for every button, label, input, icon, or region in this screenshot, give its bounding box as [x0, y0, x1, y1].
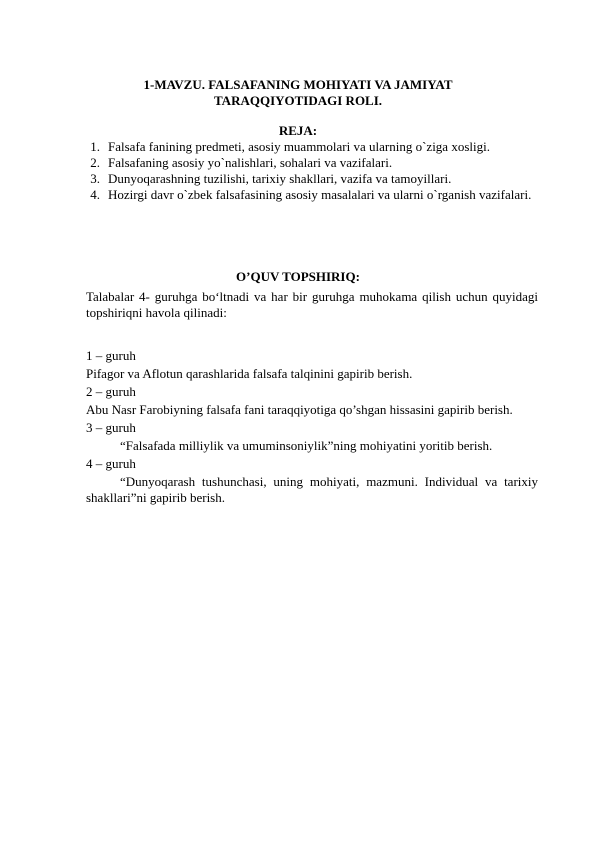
- title-line-2: TARAQQIYOTIDAGI ROLI.: [213, 93, 383, 108]
- plan-item: [86, 171, 538, 187]
- plan-item: [86, 139, 538, 155]
- plan-item-text: Hozirgi davr o`zbek falsafasining asosiy masalalari va ularni o`rganish vazifalari.: [108, 187, 532, 202]
- task-heading: O’QUV TOPSHIRIQ:: [236, 269, 360, 284]
- plan-item-text: Falsafa fanining predmeti, asosiy muammolari va ularning o`ziga xosligi.: [108, 139, 490, 154]
- group-task: Abu Nasr Farobiyning falsafa fani taraqqiyotiga qo’shgan hissasini gapirib berish.: [86, 402, 513, 417]
- plan-item-text: Dunyoqarashning tuzilishi, tarixiy shakllari, vazifa va tamoyillari.: [108, 171, 452, 186]
- task-intro: Talabalar 4- guruhga bo‘ltnadi va har bir guruhga muhokama qilish uchun quyidagi topshiriqni havola qilinadi:: [86, 289, 538, 320]
- plan-item-number: 3.: [90, 171, 100, 186]
- group-label: 3 – guruh: [86, 420, 136, 435]
- plan-item-number: 4.: [90, 187, 100, 202]
- group-label: 4 – guruh: [86, 456, 136, 471]
- group-task: Pifagor va Aflotun qarashlarida falsafa talqinini gapirib berish.: [86, 366, 413, 381]
- plan-item: [86, 155, 538, 171]
- plan-item-text: Falsafaning asosiy yo`nalishlari, sohalari va vazifalari.: [108, 155, 393, 170]
- plan-heading: REJA:: [278, 123, 318, 138]
- document-title: [80, 77, 516, 109]
- group-task: “Dunyoqarash tushunchasi, uning mohiyati, mazmuni. Individual va tarixiy shakllari”ni gapirib berish.: [86, 474, 538, 505]
- group-label: 2 – guruh: [86, 384, 136, 399]
- group-task: “Falsafada milliylik va umuminsoniylik”ning mohiyatini yoritib berish.: [120, 438, 493, 453]
- group-label: 1 – guruh: [86, 348, 136, 363]
- title-line-1: 1-MAVZU. FALSAFANING MOHIYATI VA JAMIYAT: [143, 77, 453, 92]
- plan-list: [86, 139, 538, 203]
- plan-item-number: 1.: [90, 139, 100, 154]
- group-assignments: [86, 348, 538, 508]
- plan-item: [86, 187, 538, 203]
- plan-item-number: 2.: [90, 155, 100, 170]
